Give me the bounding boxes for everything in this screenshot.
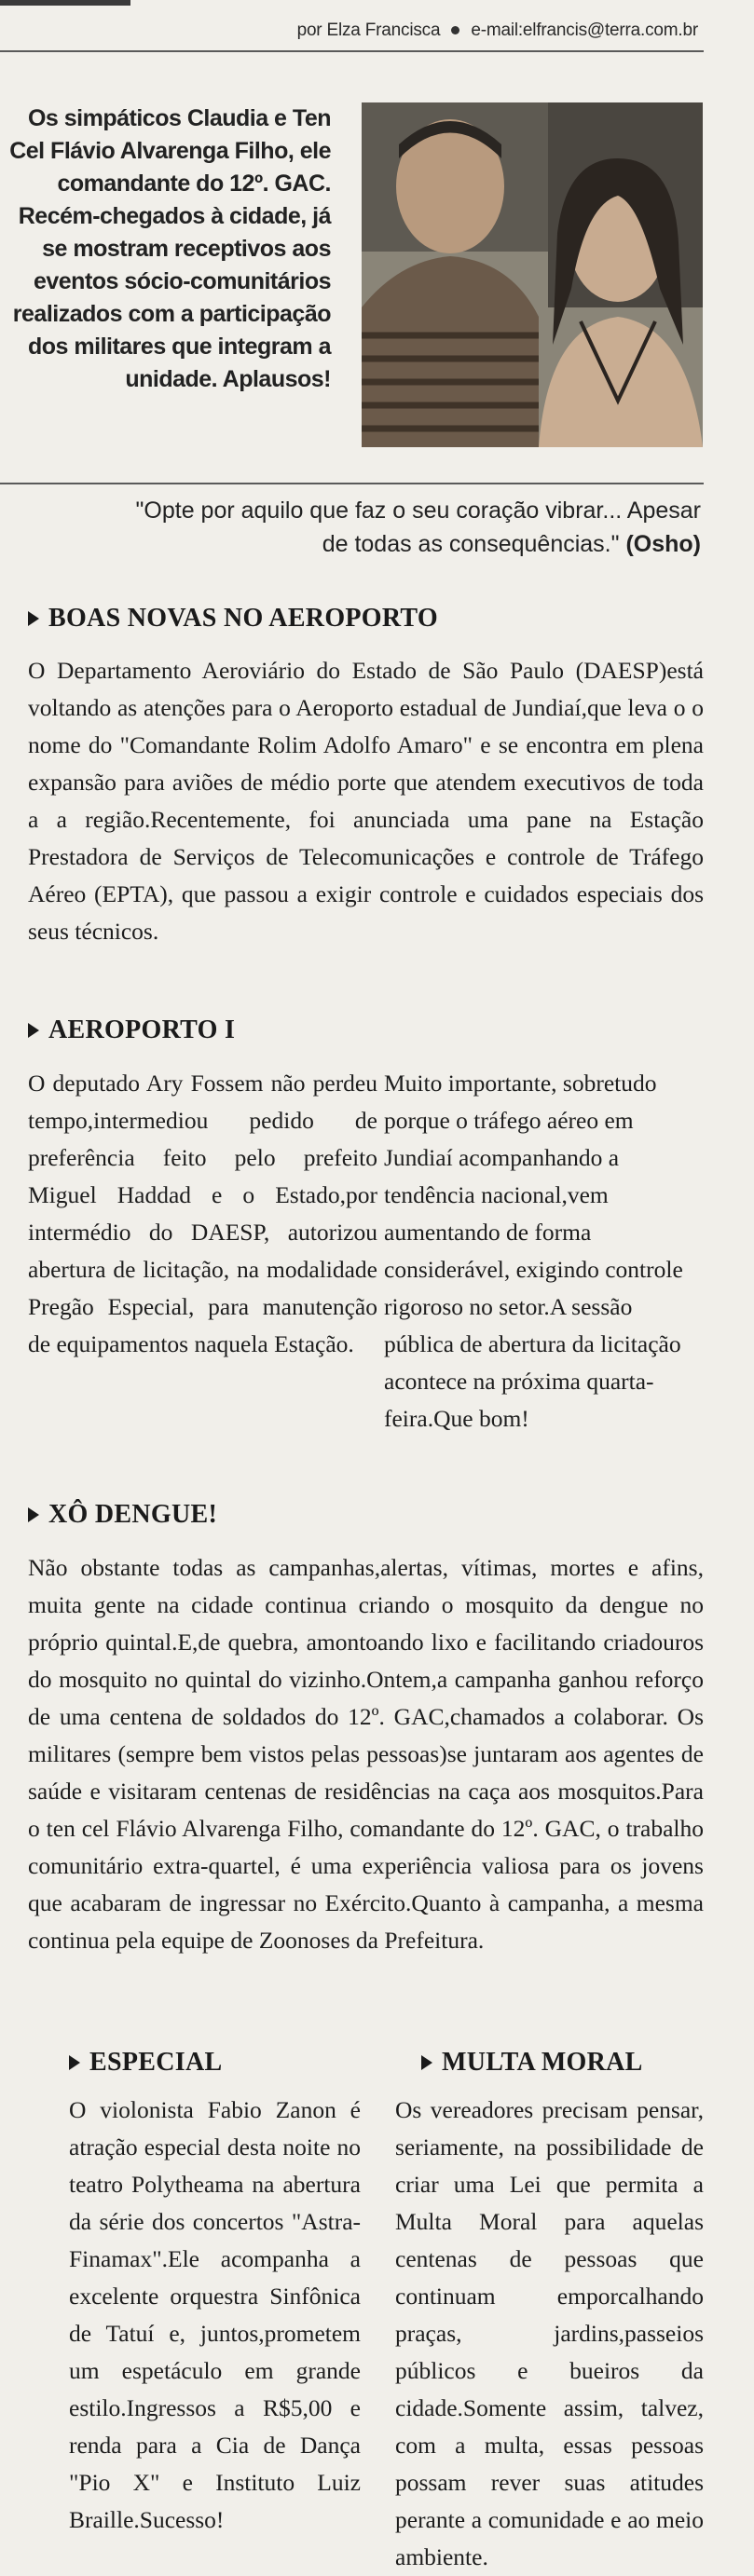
section-body-column-1: O deputado Ary Fossem não perdeu tempo,intermediou pedido de preferência feito pelo prefeito Miguel Haddad e o Estado,por intermédio do DAESP, autorizou abertura de licitação, na modalidade Pregão Especial, para manutenção de equipamentos naquela Estação. xyxy=(28,1070,377,1357)
triangle-bullet-icon xyxy=(69,2055,80,2070)
photo-caption: Os simpáticos Claudia e Ten Cel Flávio Alvarenga Filho, ele comandante do 12º. GAC. Recém-chegados à cidade, já se mostram receptivos aos eventos sócio-comunitários realizados com a participação dos militares que integram a unidade. Aplausos! xyxy=(9,105,331,392)
divider xyxy=(0,483,704,484)
byline-author: por Elza Francisca xyxy=(296,20,441,40)
quote xyxy=(112,494,701,561)
section-title: MULTA MORAL xyxy=(421,2048,643,2078)
section-title: ESPECIAL xyxy=(69,2048,222,2078)
byline xyxy=(297,20,698,41)
section-body: Não obstante todas as campanhas,alertas, vítimas, mortes e afins, muita gente na cidade continua criando o mosquito da dengue no próprio quintal.E,de quebra, amontoando lixo e facilitando criadouros do mosquito no quintal do vizinho.Ontem,a campanha ganhou reforço de uma centena de soldados do 12º. GAC,chamados a colaborar. Os militares (sempre bem vistos pelas pessoas)se juntaram aos agentes de saúde e visitaram centenas de residências na caça aos mosquitos.Para o ten cel Flávio Alvarenga Filho, comandante do 12º. GAC, o trabalho comunitário extra-quartel, é uma experiência valiosa para os jovens que acabaram de ingressar no Exército.Quanto à campanha, a mesma continua pela equipe de Zoonoses da Prefeitura. xyxy=(28,1554,704,1954)
divider xyxy=(0,50,704,52)
byline-email[interactable]: e-mail:elfrancis@terra.com.br xyxy=(471,20,698,40)
section-body: Os vereadores precisam pensar, seriamente, na possibilidade de criar uma Lei que permita a Multa Moral para aquelas centenas de pessoas que continuam emporcalhando praças, jardins,passeios públicos e bueiros da cidade.Somente assim, talvez, com a multa, essas pessoas possam rever suas atitudes perante a comunidade e ao meio ambiente. xyxy=(395,2096,704,2570)
quote-author: (Osho) xyxy=(625,531,701,557)
triangle-bullet-icon xyxy=(28,1507,39,1522)
triangle-bullet-icon xyxy=(28,1023,39,1038)
section-body: O Departamento Aeroviário do Estado de São Paulo (DAESP)está voltando as atenções para o Aeroporto estadual de Jundiaí,que leva o o nome do "Comandante Rolim Adolfo Amaro" e se encontra em plena expansão para aviões de médio porte que atendem executivos de toda a a região.Recentemente, foi anunciada uma pane na Estação Prestadora de Serviços de Telecomunicações e controle de Tráfego Aéreo (EPTA), que passou a exigir controle e cuidados especiais dos seus técnicos. xyxy=(28,657,704,945)
couple-photo xyxy=(362,102,703,447)
section-body-column-2: Muito importante, sobretudo porque o tráfego aéreo em Jundiaí acompanhando a tendência nacional,vem aumentando de forma considerável, exigindo controle rigoroso no setor.A sessão pública de abertura da licitação acontece na próxima quarta-feira.Que bom! xyxy=(384,1070,683,1432)
section-title: BOAS NOVAS NO AEROPORTO xyxy=(28,604,438,634)
section-title: XÔ DENGUE! xyxy=(28,1500,217,1530)
top-bar-decoration xyxy=(0,0,130,6)
section-title: AEROPORTO I xyxy=(28,1015,235,1045)
quote-text: "Opte por aquilo que faz o seu coração vibrar... Apesar de todas as consequências." xyxy=(135,497,701,557)
triangle-bullet-icon xyxy=(421,2055,432,2070)
section-body: O violonista Fabio Zanon é atração especial desta noite no teatro Polytheama na abertura da série dos concertos "Astra-Finamax".Ele acompanha a excelente orquestra Sinfônica de Tatuí e, juntos,prometem um espetáculo em grande estilo.Ingressos a R$5,00 e renda para a Cia de Dança "Pio X" e Instituto Luiz Braille.Sucesso! xyxy=(69,2096,361,2533)
triangle-bullet-icon xyxy=(28,611,39,626)
bullet-icon xyxy=(451,26,459,34)
